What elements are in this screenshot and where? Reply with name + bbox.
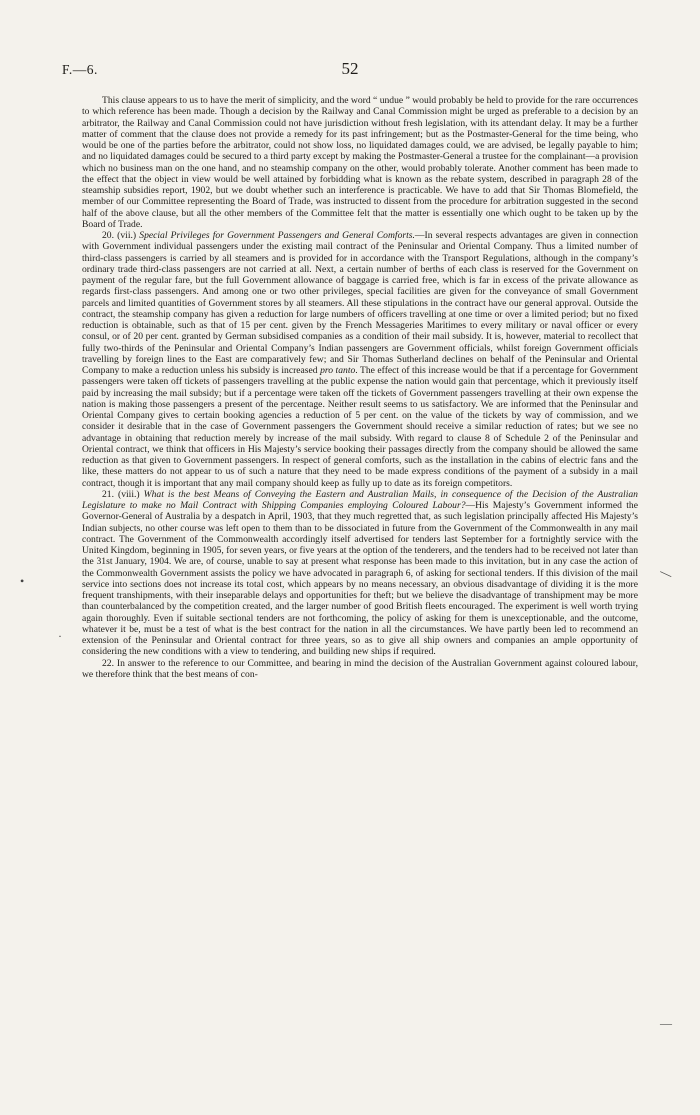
italic-text: Special Privileges for Government Passengers and General Comforts. [139, 230, 415, 241]
paragraph [82, 95, 638, 230]
paragraph-text: This clause appears to us to have the merit of simplicity, and the word “ undue ” would probably be held to provide for the rare occurrences to which reference has been made. Though a decision by the Railway and Canal Commission might be urged as preferable to a decision by an arbitrator, the Railway and Canal Commission could not have jurisdiction without fresh legislation, with its attendant delay. It may be a further matter of comment that the clause does not provide a remedy for its past infringement; but as the Postmaster-General for the time being, who would be one of the parties before the arbitrator, could not show loss, no liquidated damages could, we are advised, be legally payable to him; and no liquidated damages could be secured to a third party except by making the Postmaster-General a trustee for the complainant—a provision which no business man on the one hand, and no steamship company on the other, would probably tolerate. Another comment has been made to the effect that the object in view would be well attained by forbidding what is known as the rebate system, described in paragraph 28 of the steamship subsidies report, 1902, but we doubt whether such an interference is practicable. We have to add that Sir Thomas Blomefield, the member of our Committee representing the Board of Trade, was instructed to dissent from the procedure for arbitration suggested in the second half of the above clause, but all the other members of the Committee felt that the matter is essentially one which ought to be taken up by the Board of Trade. [82, 95, 638, 230]
paragraph [82, 658, 638, 681]
margin-mark: • [20, 574, 25, 588]
paragraph-text: —His Majesty’s Government informed the Governor-General of Australia by a despatch in April, 1903, that they much regretted that, as such legislation principally affected His Majesty’s Indian subjects, no other course was left open to them than to be dissociated in future from the Government of the Commonwealth in any mail contract. The Government of the Commonwealth accordingly itself advertised for tenders last September for a fortnightly service with the United Kingdom, beginning in 1905, for seven years, or five years at the option of the tenderers, and the tenders had to be received not later than the 31st January, 1904. We are, of course, unable to say at present what response has been made to this invitation, but in any case the action of the Commonwealth Government assists the policy we have advocated in paragraph 6, of asking for sectional tenders. If this division of the mail service into sections does not increase its total cost, which appears by no means necessary, an obvious disadvantage of dividing it is the more frequent transhipments, with their inseparable delays and opportunities for theft; but we believe the disadvantage of transhipment may be more than counterbalanced by the competition created, and the larger number of good British fleets encouraged. The experiment is well worth trying again thoroughly. Even if suitable sectional tenders are not forthcoming, the policy of asking for them is unexceptionable, and the outcome, whatever it be, must be a test of what is the best contract for the nation in all the circumstances. We have partly been led to recommend an extension of the Peninsular and Oriental contract for three years, so as to give all ship owners and companies an ample opportunity of considering the new conditions with a view to tendering, and building new ships if required. [82, 500, 638, 658]
paragraph-text: . The effect of this increase would be that if a percentage for Government passengers were taken off tickets of passengers travelling at the public expense the nation would gain that percentage, which it previously itself paid by increasing the mail subsidy; but if a percentage were taken off the tickets of Government passengers travelling at their own expense the nation is making those passengers a present of the percentage. Neither result seems to us satisfactory. We are informed that the Peninsular and Oriental Company gives to certain booking agencies a reduction of 5 per cent. on the value of the tickets by way of commission, and we consider it desirable that in the case of Government passengers the Government should receive a similar reduction of rates; but we see no advantage in obtaining that reduction merely by increase of the mail subsidy. With regard to clause 8 of Schedule 2 of the Peninsular and Oriental contract, we think that officers in His Majesty’s service booking their passages directly from the company should be allowed the same reduction as that given to Government passengers. In respect of general comforts, such as the installation in the cabins of electric fans and the like, these matters do not appear to us of such a nature that they need to be made express conditions of the payment of a subsidy in a mail contract, though it is important that any mail company should keep as fully up to date as its foreign competitors. [82, 365, 638, 489]
margin-mark: — [660, 1016, 672, 1030]
document-body [82, 95, 638, 680]
paragraph [82, 230, 638, 489]
document-reference: F.—6. [62, 62, 98, 77]
italic-text: What is the best Means of Conveying the Eastern and Australian Mails, in consequence of the Decision of the Australian Legislature to make no Mail Contract with Shipping Companies employing Coloured Labour? [82, 488, 638, 511]
page-header [62, 59, 638, 84]
paragraph-number: 22. [102, 657, 117, 669]
italic-text: pro tanto [320, 365, 356, 376]
paragraph-number: 20. (vii.) [102, 230, 140, 241]
paragraph-text: —In several respects advantages are given in connection with Government individual passengers under the existing mail contract of the Peninsular and Oriental Company. Thus a limited number of third-class passengers is carried by all steamers and is provided for in accordance with the Transport Regulations, although in the company’s ordinary trade third-class passengers are not carried at all. Next, a certain number of berths of each class is reserved for the Government on payment of the regular fare, but the full Government allowance of baggage is carried free, which is far in excess of the private allowance as regards first-class passengers. And among one or two other privileges, special facilities are given for the conveyance of small Government parcels and limited quantities of Government stores by all steamers. All these stipulations in the contract have our general approval. Outside the contract, the steamship company has given a reduction for large numbers of officers travelling at one time or over a limited period; but no fixed reduction is obtainable, such as that of 15 per cent. given by the French Messageries Maritimes to every military or naval officer or every consul, or of 20 per cent. granted by German subsidised companies as a condition of their mail subsidy. It is, however, material to recollect that fully two-thirds of the Peninsular and Oriental Company’s Indian passengers are Government officials, whilst foreign Government officials travelling by foreign lines to the East are comparatively few; and Sir Thomas Sutherland declines on behalf of the Peninsular and Oriental Company to make a reduction unless his subsidy is increased [82, 230, 638, 376]
page-number: 52 [341, 59, 359, 78]
margin-mark: · [58, 629, 62, 643]
paragraph [82, 489, 638, 658]
paragraph-number: 21. (viii.) [102, 488, 144, 500]
paragraph-text: In answer to the reference to our Committee, and bearing in mind the decision of the Australian Government against coloured labour, we therefore think that the best means of con- [82, 657, 638, 680]
margin-mark: — [657, 564, 675, 582]
